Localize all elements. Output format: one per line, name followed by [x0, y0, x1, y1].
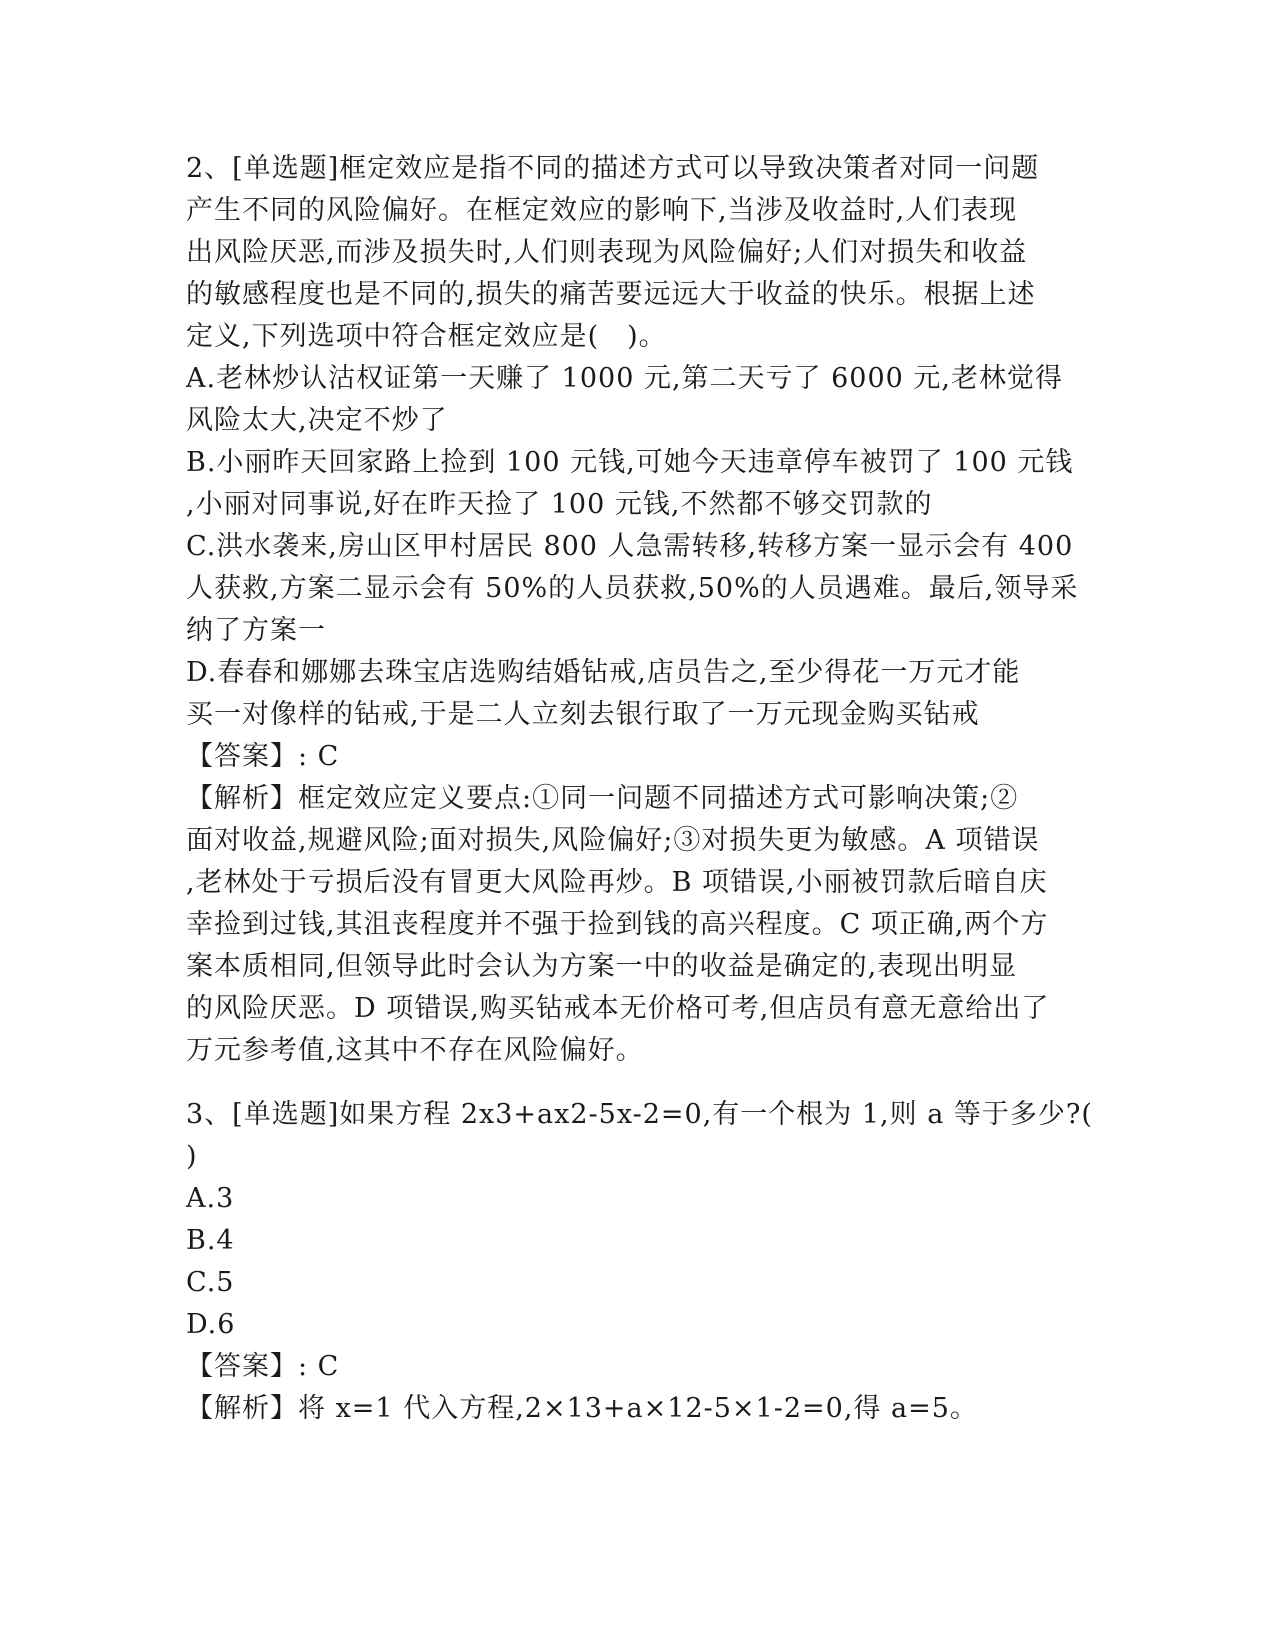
analysis-line: 万元参考值,这其中不存在风险偏好。	[186, 1035, 644, 1066]
question-3-analysis: 【解析】将 x=1 代入方程,2×13+a×12-5×1-2=0,得 a=5。	[186, 1393, 978, 1424]
option-line: A.老林炒认沽权证第一天赚了 1000 元,第二天亏了 6000 元,老林觉得	[186, 363, 1064, 394]
document-page	[186, 148, 1093, 1430]
stem-line: 2、[单选题]框定效应是指不同的描述方式可以导致决策者对同一问题	[186, 153, 1040, 184]
analysis-line: 幸捡到过钱,其沮丧程度并不强于捡到钱的高兴程度。C 项正确,两个方	[186, 909, 1049, 940]
analysis-line: ,老林处于亏损后没有冒更大风险再炒。B 项错误,小丽被罚款后暗自庆	[186, 867, 1048, 898]
stem-line: 3、[单选题]如果方程 2x3+ax2-5x-2=0,有一个根为 1,则 a 等于多少?(	[186, 1099, 1093, 1130]
question-3-option-d: D.6	[186, 1309, 236, 1340]
question-3-option-c: C.5	[186, 1267, 235, 1298]
option-line: 买一对像样的钻戒,于是二人立刻去银行取了一万元现金购买钻戒	[186, 699, 980, 730]
option-line: 风险太大,决定不炒了	[186, 405, 448, 436]
question-2-option-a	[186, 358, 1086, 442]
question-2-stem	[186, 148, 1086, 358]
option-line: B.小丽昨天回家路上捡到 100 元钱,可她今天违章停车被罚了 100 元钱	[186, 447, 1074, 478]
stem-line: 的敏感程度也是不同的,损失的痛苦要远远大于收益的快乐。根据上述	[186, 279, 1036, 310]
question-2-analysis	[186, 778, 1086, 1072]
question-3-stem	[186, 1094, 1093, 1178]
question-2-answer: 【答案】: C	[186, 741, 340, 772]
option-line: 纳了方案一	[186, 615, 326, 646]
question-2-option-b	[186, 442, 1086, 526]
option-line: D.春春和娜娜去珠宝店选购结婚钻戒,店员告之,至少得花一万元才能	[186, 657, 1021, 688]
option-line: 人获救,方案二显示会有 50%的人员获救,50%的人员遇难。最后,领导采	[186, 573, 1079, 604]
option-line: C.洪水袭来,房山区甲村居民 800 人急需转移,转移方案一显示会有 400	[186, 531, 1074, 562]
stem-line: )	[186, 1141, 198, 1172]
analysis-line: 案本质相同,但领导此时会认为方案一中的收益是确定的,表现出明显	[186, 951, 1018, 982]
analysis-line: 面对收益,规避风险;面对损失,风险偏好;③对损失更为敏感。A 项错误	[186, 825, 1040, 856]
question-3-option-a: A.3	[186, 1183, 235, 1214]
question-3-answer: 【答案】: C	[186, 1351, 340, 1382]
question-3-option-b: B.4	[186, 1225, 235, 1256]
question-2	[186, 148, 1086, 1072]
question-2-option-c	[186, 526, 1086, 652]
analysis-line: 【解析】框定效应定义要点:①同一问题不同描述方式可影响决策;②	[186, 783, 1019, 814]
stem-line: 出风险厌恶,而涉及损失时,人们则表现为风险偏好;人们对损失和收益	[186, 237, 1028, 268]
stem-line: 定义,下列选项中符合框定效应是( )。	[186, 321, 667, 352]
analysis-line: 的风险厌恶。D 项错误,购买钻戒本无价格可考,但店员有意无意给出了	[186, 993, 1050, 1024]
stem-line: 产生不同的风险偏好。在框定效应的影响下,当涉及收益时,人们表现	[186, 195, 1018, 226]
option-line: ,小丽对同事说,好在昨天捡了 100 元钱,不然都不够交罚款的	[186, 489, 933, 520]
question-2-option-d	[186, 652, 1086, 736]
question-3	[186, 1094, 1093, 1430]
